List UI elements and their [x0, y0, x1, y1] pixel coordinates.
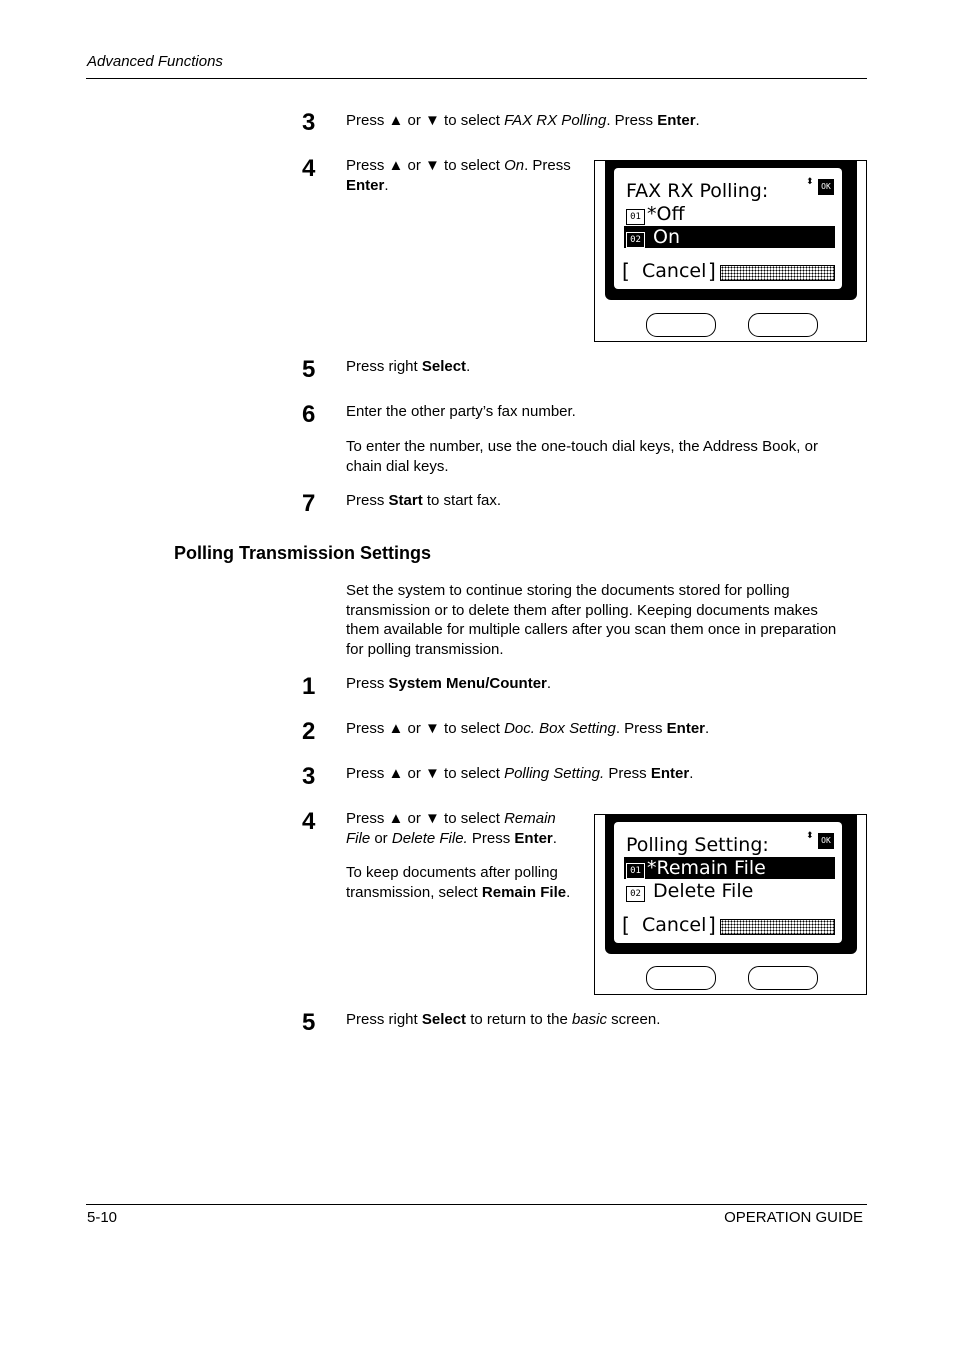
step-text: Press right Select.	[346, 358, 471, 375]
softkey-bar	[620, 259, 836, 283]
number-01-icon: 01	[626, 209, 645, 225]
bracket-left: [	[622, 259, 630, 283]
ok-icon: OK	[818, 833, 834, 849]
step-text: Press System Menu/Counter.	[346, 675, 552, 692]
lcd-panel-fax-rx-polling	[594, 160, 867, 342]
lcd-menu-item[interactable]: 01 *Off	[626, 203, 685, 225]
step-text: Press Start to start fax.	[346, 492, 502, 509]
ok-icon: OK	[818, 179, 834, 195]
step-number: 5	[302, 356, 316, 383]
running-header: Advanced Functions	[87, 53, 223, 70]
step-number: 7	[302, 490, 316, 517]
left-select-button[interactable]	[646, 313, 716, 337]
step-note: To enter the number, use the one-touch dial keys, the Address Book, or chain dial keys.	[346, 438, 818, 475]
softkey-bar	[620, 913, 836, 937]
step-text: Press ▲ or ▼ to select Polling Setting. Press Enter.	[346, 765, 694, 782]
lcd-title: FAX RX Polling:	[626, 180, 769, 202]
step-number: 2	[302, 718, 316, 745]
bracket-left: [	[622, 913, 630, 937]
page-number: 5-10	[87, 1209, 118, 1226]
updown-arrow-icon: ⬍	[806, 831, 814, 841]
left-select-button[interactable]	[646, 966, 716, 990]
cancel-softkey-label[interactable]: Cancel	[642, 260, 707, 282]
softkey-empty-pattern	[720, 919, 835, 935]
step-number: 4	[302, 808, 316, 835]
lcd-title: Polling Setting:	[626, 834, 769, 856]
section-title: Polling Transmission Settings	[174, 543, 432, 563]
bracket-right: ]	[708, 259, 716, 283]
lcd-menu-item-selected[interactable]: 02 On	[624, 226, 835, 248]
lcd-screen	[614, 168, 842, 289]
step-number: 6	[302, 401, 316, 428]
header-rule	[86, 78, 867, 79]
right-select-button[interactable]	[748, 313, 818, 337]
lcd-panel-polling-setting	[594, 814, 867, 995]
number-02-icon: 02	[626, 232, 645, 248]
right-select-button[interactable]	[748, 966, 818, 990]
lcd-menu-item-selected[interactable]: 01 *Remain File	[624, 857, 835, 879]
bracket-right: ]	[708, 913, 716, 937]
step-text: Press right Select to return to the basic screen.	[346, 1011, 661, 1028]
step-number: 5	[302, 1009, 316, 1036]
step-text: Press ▲ or ▼ to select On. Press Enter.	[346, 157, 571, 194]
step-note: To keep documents after polling transmission, select Remain File.	[346, 864, 571, 901]
step-text: Press ▲ or ▼ to select Doc. Box Setting. Press Enter.	[346, 720, 710, 737]
lcd-screen	[614, 822, 842, 943]
step-number: 3	[302, 109, 316, 136]
footer-rule	[86, 1204, 867, 1205]
step-text: Press ▲ or ▼ to select Remain File or Delete File. Press Enter.	[346, 810, 557, 847]
step-text: Enter the other party’s fax number.	[346, 403, 576, 420]
guide-name: OPERATION GUIDE	[724, 1209, 863, 1226]
step-text: Press ▲ or ▼ to select FAX RX Polling. Press Enter.	[346, 112, 700, 129]
step-number: 1	[302, 673, 316, 700]
section-intro: Set the system to continue storing the documents stored for polling transmission or to delete them after polling. Keeping documents makes them available for multiple callers after you scan them once in preparation for polling transmission.	[346, 582, 837, 658]
softkey-empty-pattern	[720, 265, 835, 281]
number-02-icon: 02	[626, 886, 645, 902]
step-number: 4	[302, 155, 316, 182]
lcd-menu-item[interactable]: 02 Delete File	[626, 880, 753, 902]
updown-arrow-icon: ⬍	[806, 177, 814, 187]
cancel-softkey-label[interactable]: Cancel	[642, 914, 707, 936]
step-number: 3	[302, 763, 316, 790]
number-01-icon: 01	[626, 863, 645, 879]
